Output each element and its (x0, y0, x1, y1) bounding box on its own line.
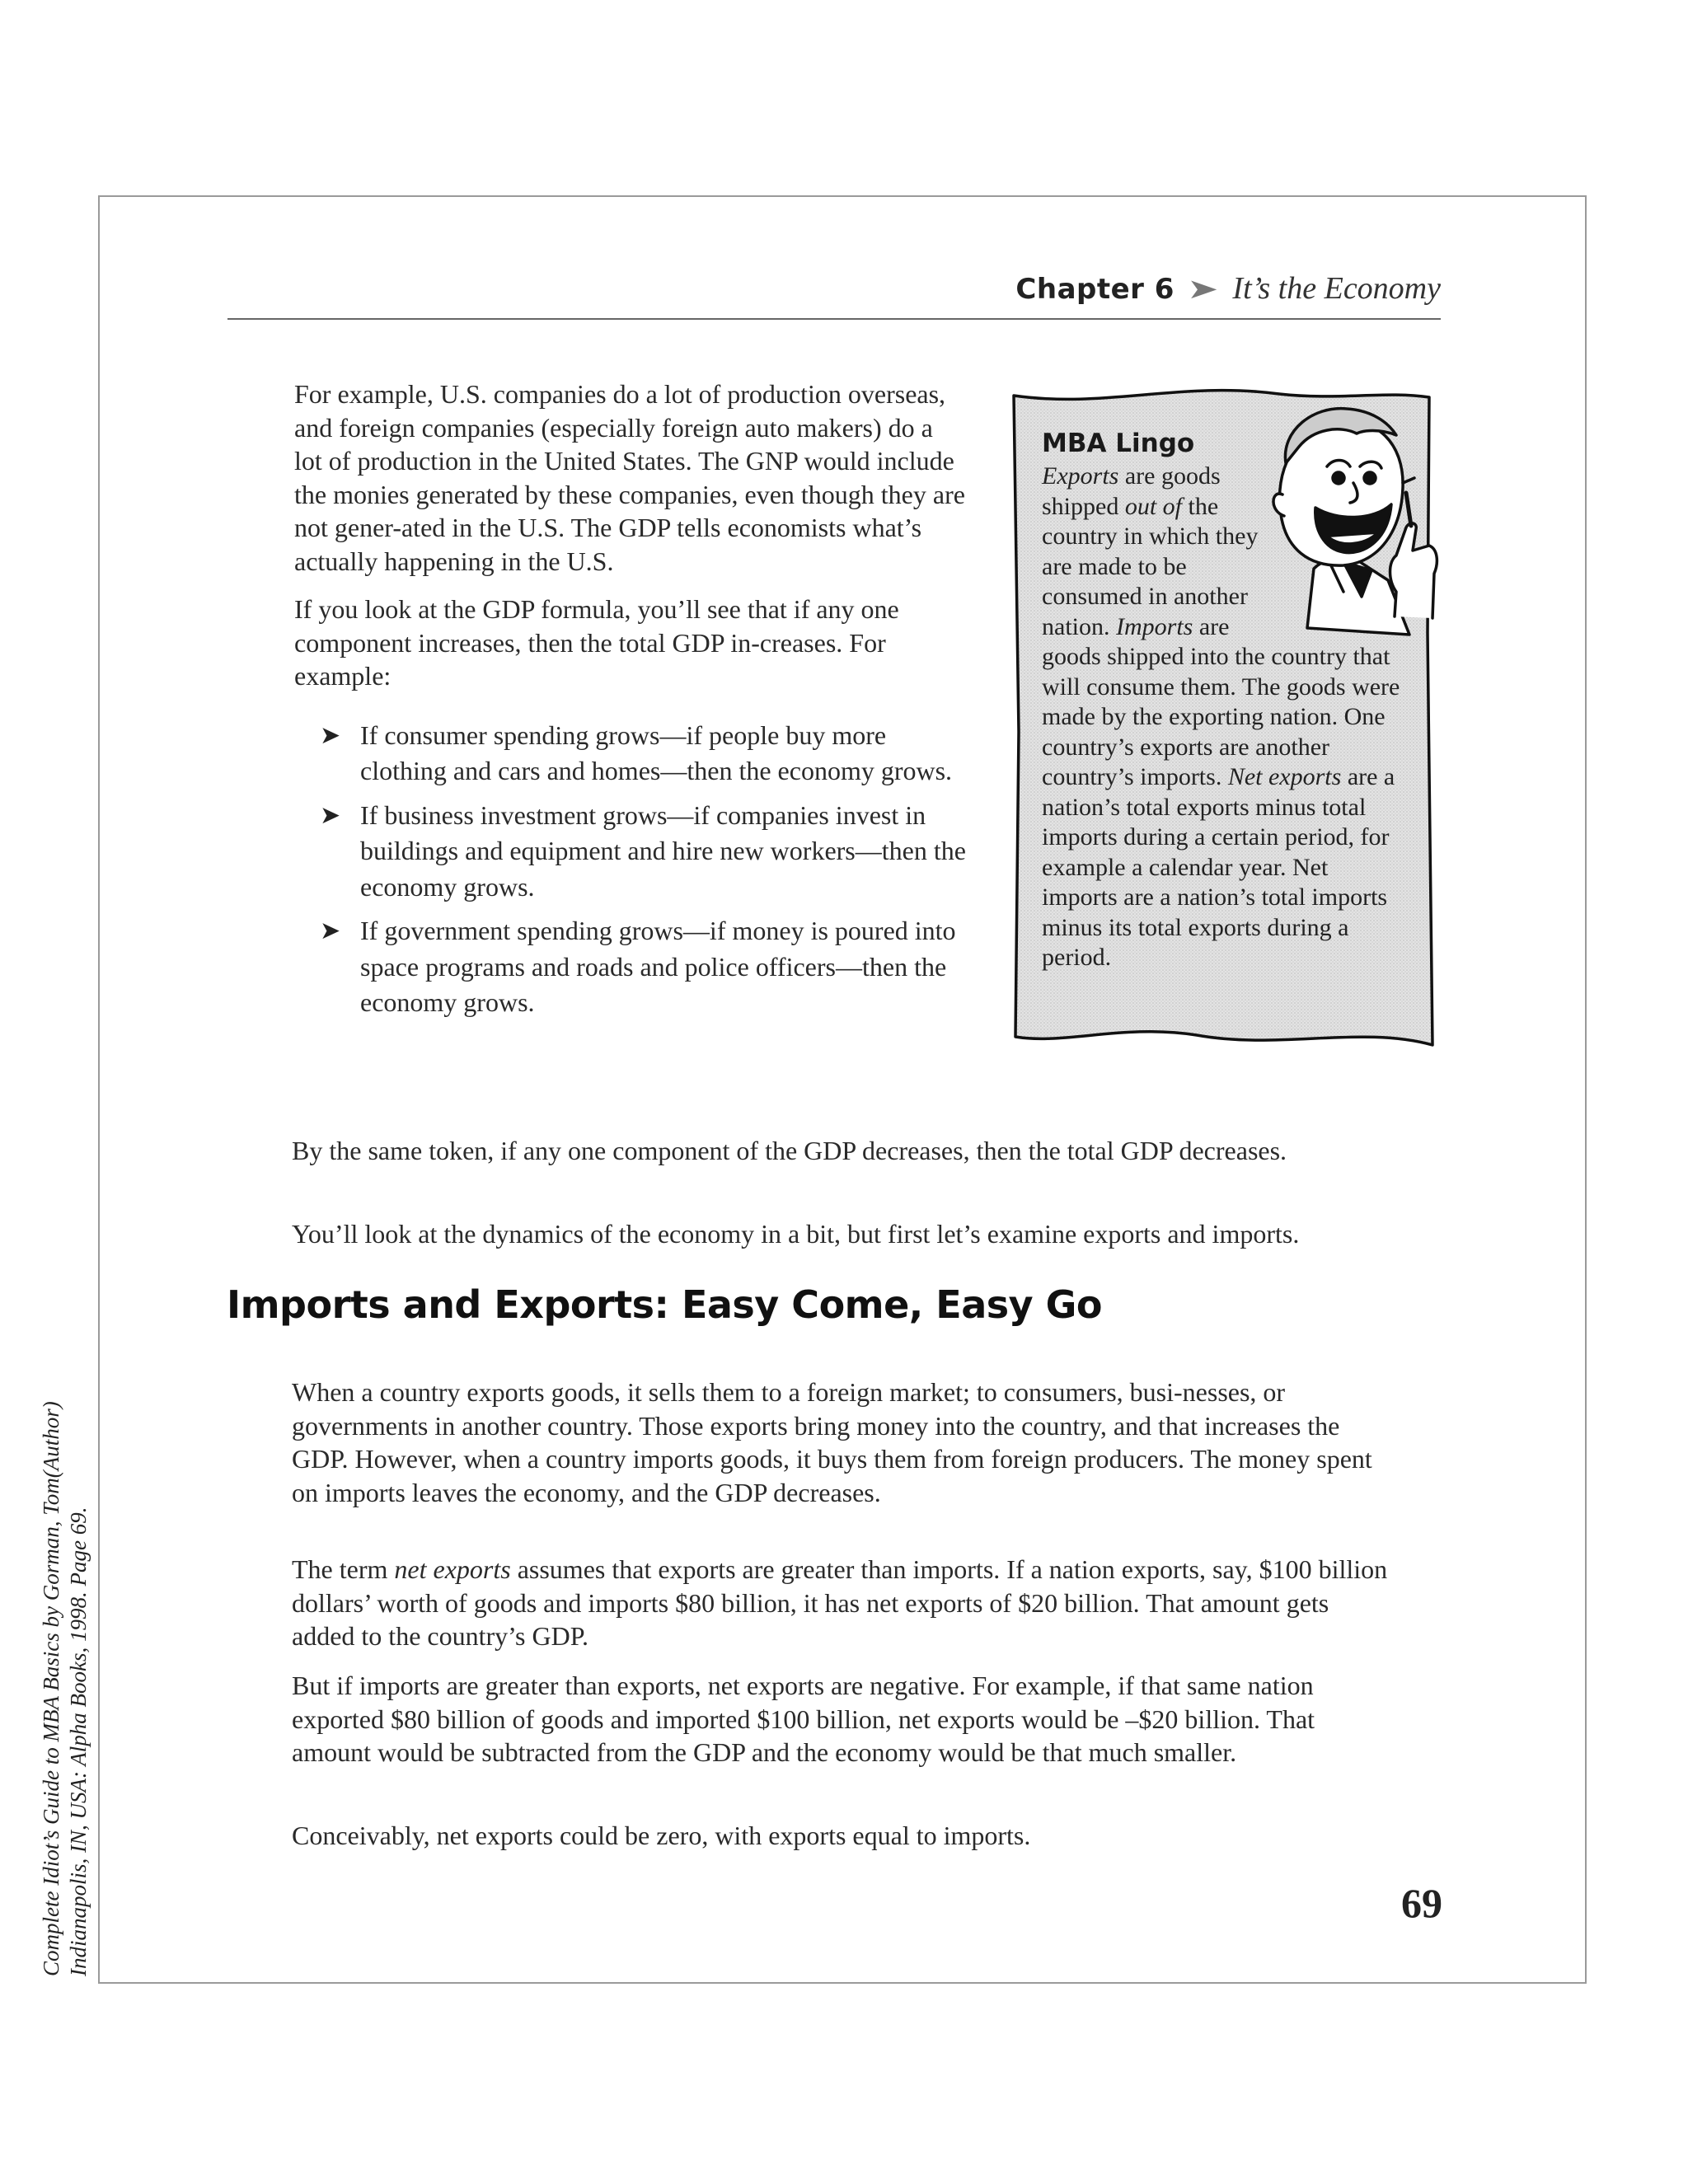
term-imports: Imports (1116, 612, 1193, 640)
list-item-text: If consumer spending grows—if people buy more clothing and cars and homes—then the economy grows. (360, 719, 953, 785)
paragraph: You’ll look at the dynamics of the economy in a bit, but first let’s examine exports and imports. (292, 1219, 1300, 1249)
chapter-label: Chapter 6 (1015, 273, 1175, 306)
sidebar-text-run: the country in which they are made to be consumed in another nation. (1042, 492, 1259, 640)
bullet-list (294, 718, 966, 1021)
paragraph: But if imports are greater than exports, net exports are negative. For example, if that same nation exported $80 billion of goods and imported $100 billion, net exports would be –$20 billion. That amount would be subtracted from the GDP and the economy would be that much smaller. (292, 1671, 1315, 1767)
list-item (294, 798, 966, 906)
paragraph: By the same token, if any one component of the GDP decreases, then the total GDP decreases. (292, 1136, 1287, 1165)
text-run: assumes that exports are greater than imports. If a nation exports, say, $100 billion dollars’ worth of goods and imports $80 billion, it has net exports of $20 billion. That amount gets added to the country’s GDP. (292, 1554, 1388, 1651)
citation-line: Indianapolis, IN, USA: Alpha Books, 1998. Page 69. (66, 1507, 91, 1976)
page-number: 69 (1401, 1880, 1442, 1926)
arrow-icon: ➤ (1186, 273, 1219, 306)
running-head (227, 270, 1441, 320)
list-item-text: If government spending grows—if money is poured into space programs and roads and police officers—then the economy grows. (360, 916, 956, 1017)
sidebar-text-run: are goods shipped (1042, 462, 1221, 520)
term-exports: Exports (1042, 462, 1119, 490)
term-net-exports: Net exports (1227, 763, 1342, 790)
sidebar-title: MBA Lingo (1042, 429, 1195, 458)
bullet-arrow-icon: ➤ (320, 800, 341, 830)
section-heading: Imports and Exports: Easy Come, Easy Go (227, 1282, 1102, 1327)
paragraph (292, 1553, 1396, 1653)
sidebar-text-run: are goods shipped into the country that will consume them. The goods were made by the exporting nation. One country’s exports are another country’s imports. (1042, 612, 1400, 790)
paragraph: If you look at the GDP formula, you’ll see that if any one component increases, then the total GDP in-creases. For example: (294, 594, 899, 691)
list-item (294, 913, 966, 1021)
cartoon-professor-icon (1264, 397, 1442, 636)
bullet-arrow-icon: ➤ (320, 720, 341, 750)
text-run: The term (292, 1554, 395, 1584)
mba-lingo-sidebar (1007, 386, 1437, 1055)
bullet-arrow-icon: ➤ (320, 916, 341, 945)
chapter-title: It’s the Economy (1232, 271, 1441, 306)
citation-line: Complete Idiot’s Guide to MBA Basics by Gorman, Tom(Author) (39, 1401, 63, 1976)
term-out-of: out of (1124, 492, 1182, 520)
sidebar-content (1042, 425, 1409, 973)
paragraph: When a country exports goods, it sells them to a foreign market; to consumers, busi-nesses, or governments in another country. Those exports bring money into the country, and that increases the GDP. However, when a country imports goods, it buys them from foreign producers. The money spent on imports leaves the economy, and the GDP decreases. (292, 1377, 1372, 1507)
paragraph: Conceivably, net exports could be zero, with exports equal to imports. (292, 1821, 1031, 1850)
list-item (294, 718, 966, 790)
left-column (294, 377, 966, 1029)
sidebar-text-run: are a nation’s total exports minus total imports during a certain period, for example a calendar year. Net imports are a nation’s total imports minus its total exports during a period. (1042, 763, 1395, 971)
side-citation (38, 1317, 92, 1976)
paragraph: For example, U.S. companies do a lot of production overseas, and foreign companies (especially foreign auto makers) do a lot of production in the United States. The GNP would include the monies generated by these companies, even though they are not gener-ated in the U.S. The GDP tells economists what’s actually happening in the U.S. (294, 379, 965, 576)
term-net-exports: net exports (394, 1554, 511, 1584)
list-item-text: If business investment grows—if companies invest in buildings and equipment and hire new workers—then the economy grows. (360, 799, 966, 902)
